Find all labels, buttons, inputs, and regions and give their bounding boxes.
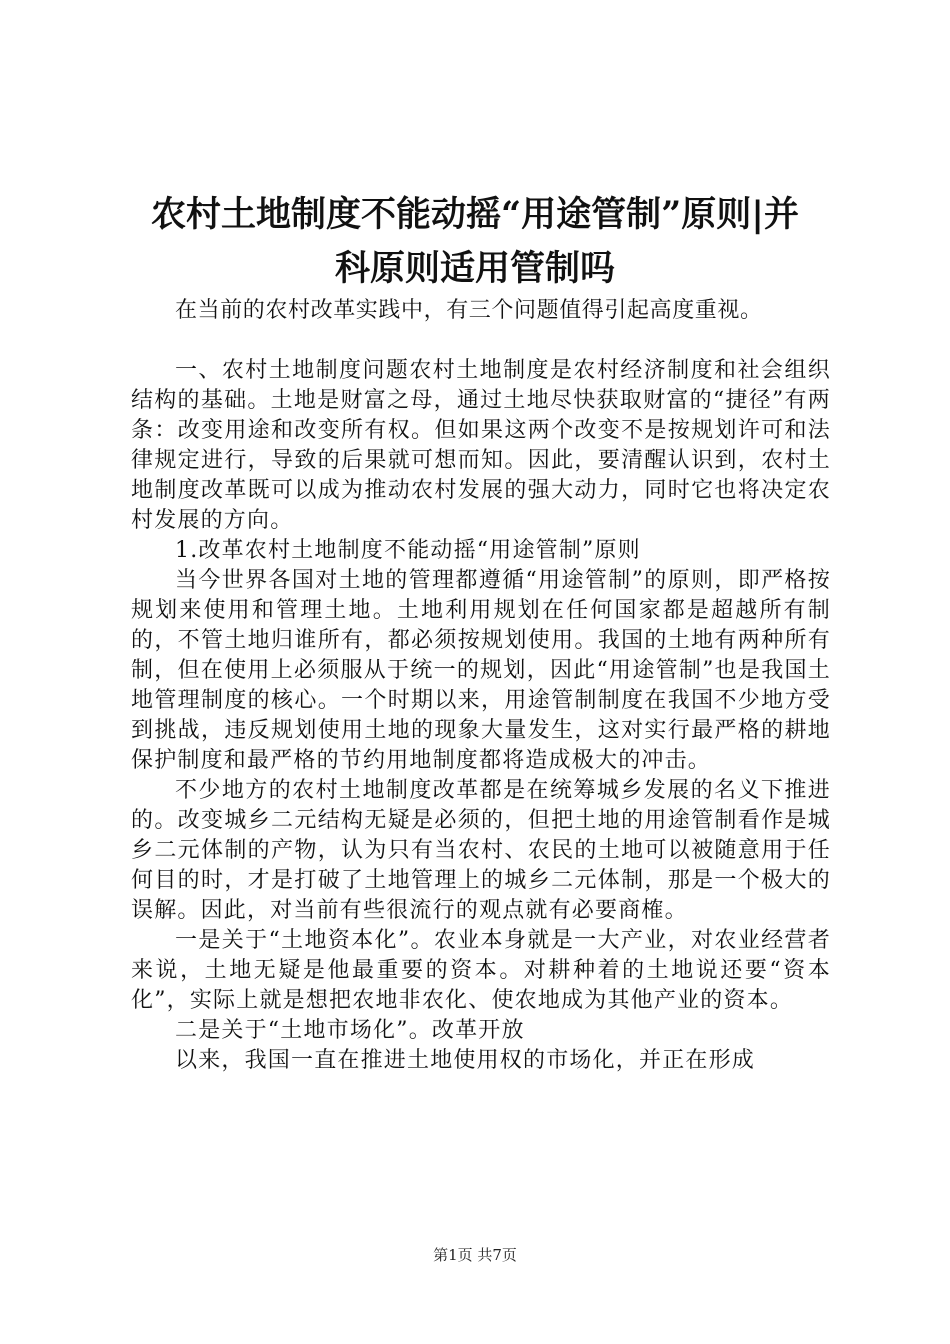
title-line-2: 科原则适用管制吗 (334, 248, 615, 289)
paragraph-land-marketization: 二是关于“土地市场化”。改革开放 (175, 1018, 525, 1043)
paragraph-continuation: 以来，我国一直在推进土地使用权的市场化，并正在形成 (175, 1048, 756, 1073)
paragraph-urban-rural: 不少地方的农村土地制度改革都是在统筹城乡发展的名义下推进的。改变城乡二元结构无疑是必须的，但把土地的用途管制看作是城乡二元体制的产物，认为只有当农村、农民的土地可以被随意用于任何目的时，才是打破了土地管理上的城乡二元体制，那是一个极大的误解。因此，对当前有些很流行的观点就有必要商榷。 (131, 778, 831, 923)
paragraph-land-capitalization: 一是关于“土地资本化”。农业本身就是一大产业，对农业经营者来说，土地无疑是他最重要的资本。对耕种着的土地说还要“资本化”，实际上就是想把农地非农化、使农地成为其他产业的资本。 (131, 928, 831, 1013)
paragraph-intro: 在当前的农村改革实践中，有三个问题值得引起高度重视。 (175, 298, 763, 323)
document-title (120, 188, 830, 296)
document-body (131, 296, 831, 1076)
paragraph-use-control: 当今世界各国对土地的管理都遵循“用途管制”的原则，即严格按规划来使用和管理土地。土地利用规划在任何国家都是超越所有制的，不管土地归谁所有，都必须按规划使用。我国的土地有两种所有制，但在使用上必须服从于统一的规划，因此“用途管制”也是我国土地管理制度的核心。一个时期以来，用途管制制度在我国不少地方受到挑战，违反规划使用土地的现象大量发生，这对实行最严格的耕地保护制度和最严格的节约用地制度都将造成极大的冲击。 (131, 568, 831, 773)
page-footer: 第1页 共7页 (433, 1246, 517, 1264)
paragraph-heading-1: 1.改革农村土地制度不能动摇“用途管制”原则 (175, 538, 641, 563)
paragraph-section-one: 一、农村土地制度问题农村土地制度是农村经济制度和社会组织结构的基础。土地是财富之母，通过土地尽快获取财富的“捷径”有两条：改变用途和改变所有权。但如果这两个改变不是按规划许可和法律规定进行，导致的后果就可想而知。因此，要清醒认识到，农村土地制度改革既可以成为推动农村发展的强大动力，同时它也将决定农村发展的方向。 (131, 358, 831, 533)
title-line-1: 农村土地制度不能动摇“用途管制”原则|并 (151, 194, 799, 235)
